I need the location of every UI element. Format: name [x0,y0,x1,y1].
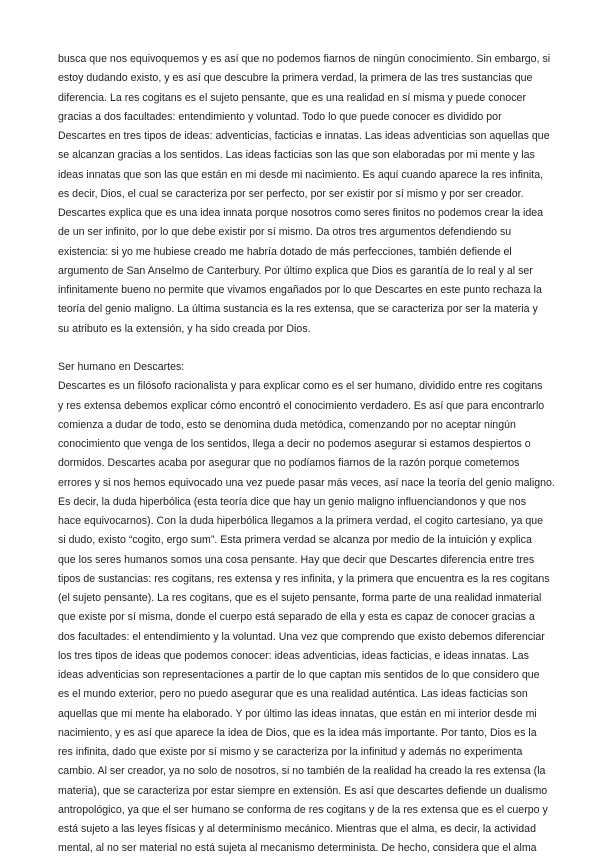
text-line: que existe por sí misma, donde el cuerpo está separado de ella y esta es capaz de conocer gracias a [58,611,535,624]
text-line: nacimiento, y es así que aparece la idea de Dios, que es la idea más importante. Por tanto, Dios es la [58,726,537,739]
text-line: que los seres humanos somos una cosa pensante. Hay que decir que Descartes diferencia entre tres [58,553,535,566]
text-line: y res extensa debemos explicar cómo encontró el conocimiento verdadero. Es así que para encontrarlo [58,399,545,412]
text-line: hace equivocarnos). Con la duda hiperbólica llegamos a la primera verdad, el cogito cartesiano, ya que [58,515,544,527]
text-line: comienza a dudar de todo, esto se denomina duda metódica, comenzando por no aceptar ningún [58,418,516,431]
text-line: los tres tipos de ideas que podemos conocer: ideas adventicias, ideas facticias, e ideas innatas. Las [58,649,529,662]
text-line: está sujeto a las leyes físicas y al determinismo mecánico. Mientras que el alma, es decir, la actividad [58,823,536,835]
text-line: conocimiento que venga de los sentidos, llega a decir no podemos asegurar si estamos despiertos o [58,438,531,450]
text-line: aquellas que mi mente ha elaborado. Y por último las ideas innatas, que están en mi interior desde mi [58,707,537,720]
paragraph-res-extensa [58,50,551,339]
text-line: su atributo es la extensión, y ha sido creada por Dios. [58,322,311,335]
text-line: gracias a dos facultades: entendimiento y voluntad. Todo lo que puede conocer es dividido por [58,110,502,123]
section-heading: Ser humano en Descartes: [58,361,185,373]
text-line: es decir, Dios, el cual se caracteriza por ser perfecto, por ser existir por sí mismo y por ser creador. [58,187,524,200]
text-line: argumento de San Anselmo de Canterbury. Por último explica que Dios es garantía de lo real y al ser [58,264,533,277]
text-line: dormidos. Descartes acaba por asegurar que no podíamos fiarnos de la razón porque cometemos [58,457,520,470]
text-line: Descartes explica que es una idea innata porque nosotros como seres finitos no podemos crear la idea [58,207,544,219]
text-line: es el mundo exterior, pero no puedo asegurar que es una realidad auténtica. Las ideas facticias son [58,688,528,701]
text-line: busca que nos equivoquemos y es así que no podemos fiarnos de ningún conocimiento. Sin embargo, si [58,53,551,65]
text-line: Es decir, la duda hiperbólica (esta teoría dice que hay un genio maligno influenciandonos y que nos [58,495,527,508]
text-line: estoy dudando existo, y es así que descubre la primera verdad, la primera de las tres sustancias que [58,72,533,85]
paragraph-gap [58,339,544,358]
text-line: ideas innatas que son las que están en mi desde mi nacimiento. Es aquí cuando aparece la res infinita, [58,168,544,181]
text-line: antropológico, ya que el ser humano se conforma de res cogitans y de la res extensa que es el cuerpo y [58,803,548,816]
text-line: ideas adventicias son representaciones a partir de lo que captan mis sentidos de lo que considero que [58,669,540,681]
text-line: tipos de sustancias: res cogitans, res extensa y res infinita, y la primera que encuentra es la res cogitans [58,572,550,585]
text-line: de un ser infinito, por lo que debe existir por sí mismo. Da otros tres argumentos defendiendo su [58,226,512,239]
paragraph-ser-humano [58,377,555,858]
text-line: infinitamente bueno no permite que vivamos engañados por lo que Descartes en este punto rechaza la [58,284,542,296]
text-line: dos facultades: el entendimiento y la voluntad. Una vez que comprendo que existo debemos diferenciar [58,630,545,643]
text-line: diferencia. La res cogitans es el sujeto pensante, que es una realidad en sí misma y puede conocer [58,91,526,104]
text-line: Descartes es un filósofo racionalista y para explicar como es el ser humano, dividido entre res cogitans [58,380,543,393]
text-line: existencia: si yo me hubiese creado me habría dotado de más perfecciones, también defiende el [58,245,512,258]
text-line: teoría del genio maligno. La última sustancia es la res extensa, que se caracteriza por ser la materia y [58,303,538,316]
text-line: res infinita, dado que existe por sí mismo y se caracteriza por la infinitud y además no experimenta [58,746,523,758]
text-line: materia), que se caracteriza por estar siempre en extensión. Es así que descartes defiende un dualismo [58,784,548,797]
text-line: Descartes en tres tipos de ideas: adventicias, facticias e innatas. Las ideas adventicias son aquellas que [58,130,550,142]
text-line: si dudo, existo “cogito, ergo sum”. Esta primera verdad se alcanza por medio de la intuición y explica [58,534,532,547]
text-line: errores y si nos hemos equivocado una vez puede pasar más veces, así nace la teoría del genio maligno. [58,476,555,489]
text-line: (el sujeto pensante). La res cogitans, que es el sujeto pensante, forma parte de una realidad inmaterial [58,592,542,604]
text-line: se alcanzan gracias a los sentidos. Las ideas facticias son las que son elaboradas por mi mente y las [58,149,535,162]
text-line: mental, al no ser material no está sujeta al mecanismo determinista. De hecho, considera que el alma [58,842,537,855]
text-line: cambio. Al ser creador, ya no solo de nosotros, si no también de la realidad ha creado la res extensa (la [58,765,546,778]
